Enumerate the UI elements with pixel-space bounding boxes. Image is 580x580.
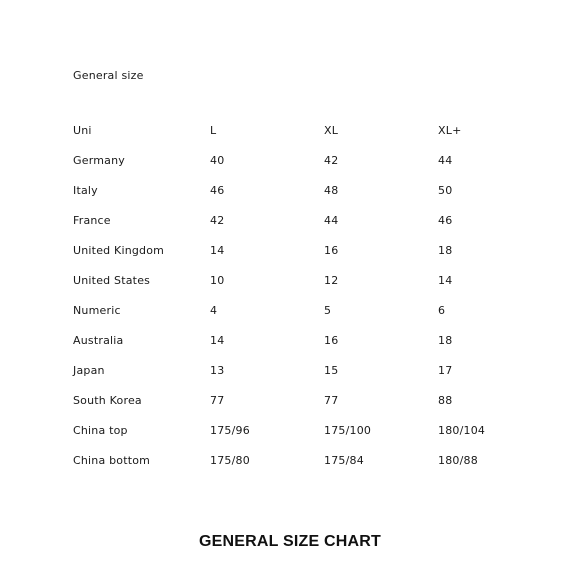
size-xl-plus-cell: 17	[438, 364, 453, 377]
chart-title: GENERAL SIZE CHART	[199, 533, 381, 550]
size-xl-cell: 77	[324, 394, 339, 407]
size-xl-cell: 5	[324, 304, 332, 317]
table-row	[73, 236, 513, 266]
table-row	[73, 326, 513, 356]
size-xl-cell: 175/84	[324, 454, 364, 467]
size-l-cell: 77	[210, 394, 225, 407]
size-xl-plus-cell: 88	[438, 394, 453, 407]
header-cell-xl-plus: XL+	[438, 124, 462, 137]
size-l-cell: 175/96	[210, 424, 250, 437]
region-cell: France	[73, 214, 111, 227]
region-cell: China bottom	[73, 454, 151, 467]
section-heading: General size	[73, 69, 144, 82]
size-l-cell: 46	[210, 184, 225, 197]
region-cell: Italy	[73, 184, 98, 197]
header-cell-xl: XL	[324, 124, 339, 137]
region-cell: Germany	[73, 154, 125, 167]
size-xl-cell: 15	[324, 364, 339, 377]
region-cell: China top	[73, 424, 128, 437]
size-xl-cell: 42	[324, 154, 339, 167]
table-row	[73, 206, 513, 236]
size-xl-cell: 44	[324, 214, 339, 227]
table-header-row	[73, 116, 513, 146]
size-xl-cell: 12	[324, 274, 339, 287]
size-l-cell: 175/80	[210, 454, 250, 467]
size-xl-plus-cell: 180/88	[438, 454, 478, 467]
size-l-cell: 13	[210, 364, 225, 377]
table-row	[73, 416, 513, 446]
table-row	[73, 446, 513, 476]
size-xl-plus-cell: 14	[438, 274, 453, 287]
table-row	[73, 176, 513, 206]
header-cell-l: L	[210, 124, 217, 137]
size-l-cell: 14	[210, 244, 225, 257]
size-l-cell: 40	[210, 154, 225, 167]
size-xl-plus-cell: 44	[438, 154, 453, 167]
size-l-cell: 42	[210, 214, 225, 227]
header-cell-region: Uni	[73, 124, 92, 137]
size-xl-cell: 175/100	[324, 424, 372, 437]
size-l-cell: 4	[210, 304, 218, 317]
region-cell: United States	[73, 274, 151, 287]
region-cell: Australia	[73, 334, 124, 347]
size-l-cell: 14	[210, 334, 225, 347]
region-cell: Japan	[73, 364, 105, 377]
region-cell: Numeric	[73, 304, 121, 317]
table-row	[73, 356, 513, 386]
size-xl-cell: 48	[324, 184, 339, 197]
size-table	[73, 116, 513, 476]
size-xl-plus-cell: 180/104	[438, 424, 486, 437]
table-row	[73, 386, 513, 416]
size-xl-plus-cell: 50	[438, 184, 453, 197]
size-xl-plus-cell: 18	[438, 334, 453, 347]
region-cell: South Korea	[73, 394, 142, 407]
region-cell: United Kingdom	[73, 244, 165, 257]
size-xl-plus-cell: 46	[438, 214, 453, 227]
size-l-cell: 10	[210, 274, 225, 287]
table-row	[73, 146, 513, 176]
table-row	[73, 266, 513, 296]
table-row	[73, 296, 513, 326]
size-xl-cell: 16	[324, 334, 339, 347]
size-xl-cell: 16	[324, 244, 339, 257]
size-xl-plus-cell: 18	[438, 244, 453, 257]
size-xl-plus-cell: 6	[438, 304, 446, 317]
